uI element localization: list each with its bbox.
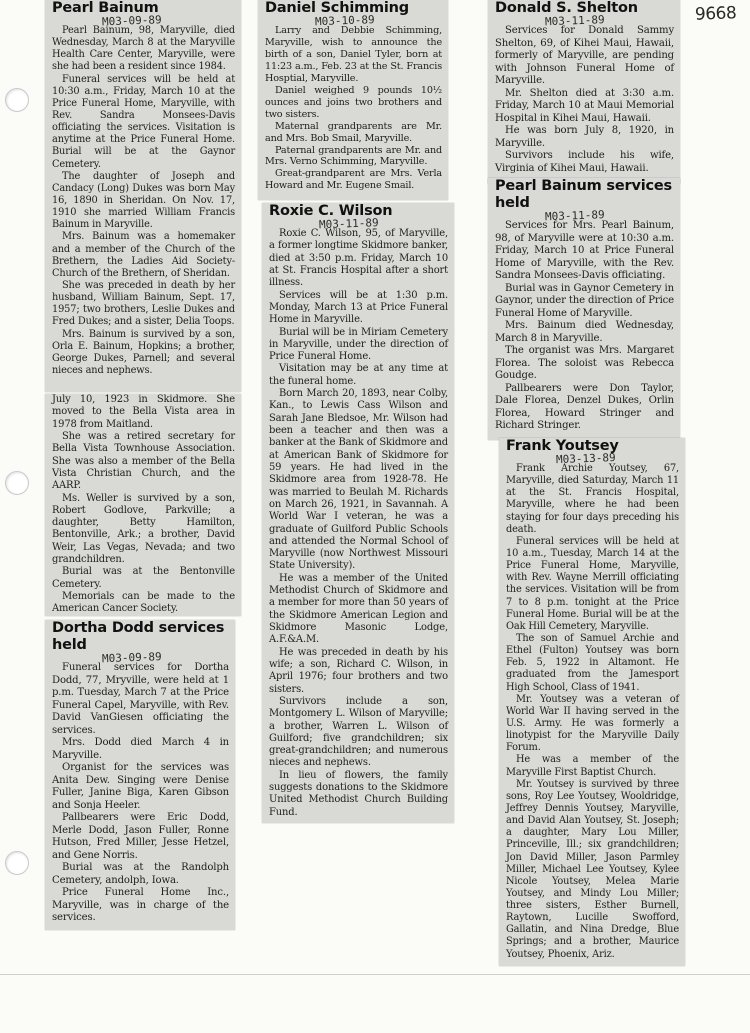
clipping-paragraph: Ms. Weller is survived by a son, Robert Godlove, Parkville; a daughter, Betty Hamilton, Bentonville, Ark.; a brother, David Weir, Las Vegas, Nevada; and two grandchildren. bbox=[52, 492, 235, 566]
clipping-paragraph: Mrs. Bainum is survived by a son, Orla E. Bainum, Hopkins; a brother, George Dukes, Parnell; and several nieces and nephews. bbox=[52, 328, 235, 376]
clipping-paragraph: He was a member of the United Methodist Church of Skidmore and a member for more than 50 years of the Skidmore American Legion and Skidmore Masonic Lodge, A.F.&A.M. bbox=[269, 572, 448, 646]
handwritten-date: M03-10-89 bbox=[314, 13, 375, 29]
clipping-paragraph: Mrs. Bainum was a homemaker and a member of the Church of the Brethern, the Ladies Aid Society-Church of the Brethern, of Sheridan. bbox=[52, 231, 235, 279]
clipping-donald-shelton bbox=[488, 0, 680, 184]
clipping-paragraph: Memorials can be made to the American Cancer Society. bbox=[52, 591, 235, 615]
clipping-paragraph: Mrs. Bainum died Wednesday, March 8 in Maryville. bbox=[495, 320, 674, 344]
clipping-paragraph: Larry and Debbie Schimming, Maryville, wish to announce the birth of a son, Daniel Tyler, born at 11:23 a.m., Feb. 23 at the St. Francis Hosptial, Maryville. bbox=[265, 25, 442, 84]
clipping-body bbox=[269, 228, 448, 819]
clipping-paragraph: Mrs. Dodd died March 4 in Maryville. bbox=[52, 737, 229, 761]
clipping-body bbox=[495, 25, 674, 175]
clipping-paragraph: Survivors include a son, Montgomery L. Wilson of Maryville; a brother, Warren L. Wilson of Guilford; five grandchildren; six great-grandchildren; and numerous nieces and nephews. bbox=[269, 695, 448, 769]
clipping-paragraph: Price Funeral Home Inc., Maryville, was in charge of the services. bbox=[52, 887, 229, 923]
clipping-paragraph: Services for Mrs. Pearl Bainum, 98, of Maryville were at 10:30 a.m. Friday, March 10 at Price Funeral Home of Maryville, with the Rev. Sandra Monsees-Davis officiating. bbox=[495, 220, 674, 281]
binder-hole-top bbox=[5, 88, 29, 112]
clipping-paragraph: Maternal grandparents are Mr. and Mrs. Bob Smail, Maryville. bbox=[265, 120, 442, 144]
clipping-paragraph: Paternal grandparents are Mr. and Mrs. Verno Schimming, Maryville. bbox=[265, 144, 442, 168]
clipping-paragraph: Funeral services will be held at 10 a.m., Tuesday, March 14 at the Price Funeral Home, Maryville, with Rev. Wayne Merrill officiating the services. Visitation will be from 7 to 8 p.m. tonight at the Price Funeral Home. Burial will be at the Oak Hill Cemetery, Maryville. bbox=[506, 535, 679, 632]
clipping-headline: Donald S. Shelton bbox=[495, 0, 638, 16]
clipping-paragraph: Burial was at the Randolph Cemetery, andolph, Iowa. bbox=[52, 862, 229, 886]
clipping-paragraph: He was born July 8, 1920, in Maryville. bbox=[495, 125, 674, 149]
clipping-headline: Pearl Bainum services held bbox=[495, 178, 672, 211]
clipping-paragraph: Burial was in Gaynor Cemetery in Gaynor, under the direction of Price Funeral Home of Maryville. bbox=[495, 282, 675, 319]
clipping-paragraph: In lieu of flowers, the family suggests donations to the Skidmore United Methodist Church Building Fund. bbox=[269, 769, 448, 818]
clipping-frank-youtsey bbox=[499, 438, 685, 966]
binder-hole-bottom bbox=[5, 851, 29, 875]
clipping-headline: Pearl Bainum bbox=[52, 0, 159, 16]
clipping-paragraph: Burial will be in Miriam Cemetery in Maryville, under the direction of Price Funeral Home. bbox=[269, 326, 448, 363]
clipping-body bbox=[52, 25, 235, 377]
clipping-paragraph: Great-grandparent are Mrs. Verla Howard and Mr. Eugene Smail. bbox=[265, 168, 442, 192]
clipping-pearl-bainum bbox=[45, 0, 241, 392]
clipping-body bbox=[506, 463, 679, 961]
page-bottom-rule bbox=[0, 974, 750, 975]
handwritten-date: M03-11-89 bbox=[544, 208, 605, 224]
clipping-paragraph: Born March 20, 1893, near Colby, Kan., to Lewis Cass Wilson and Sarah Jane Bledsoe, Mr. Wilson had been a teacher and then was a banker at the Bank of Skidmore and at American Bank of Skidmore for 59 years. He had lived in the Skidmore area from 1928-78. He was married to Beulah M. Richards on March 26, 1921, in Savannah. A World War I veteran, he was a graduate of Guilford Public Schools and attended the Normal School of Maryville (now Northwest Missouri State University). bbox=[269, 388, 448, 572]
clipping-headline: Frank Youtsey bbox=[506, 438, 619, 454]
handwritten-date: M03-09-89 bbox=[101, 650, 162, 666]
clipping-paragraph: The organist was Mrs. Margaret Florea. The soloist was Rebecca Goudge. bbox=[495, 345, 674, 381]
clipping-body bbox=[52, 662, 229, 925]
handwritten-date: M03-11-89 bbox=[318, 216, 379, 232]
clipping-headline: Dortha Dodd services held bbox=[52, 620, 225, 653]
clipping-body bbox=[495, 220, 674, 433]
clipping-roxie-wilson bbox=[262, 203, 454, 823]
clipping-paragraph: Pallbearers were Don Taylor, Dale Florea, Denzel Dukes, Orlin Florea, Howard Stringer and Richard Stringer. bbox=[495, 382, 674, 431]
clipping-headline: Roxie C. Wilson bbox=[269, 203, 393, 219]
clipping-paragraph: The son of Samuel Archie and Ethel (Fulton) Youtsey was born Feb. 5, 1922 in Altamont. He graduated from the Jamesport High School, Class of 1941. bbox=[506, 632, 679, 693]
clipping-weller-continued bbox=[45, 394, 241, 616]
handwritten-date: M03-11-89 bbox=[544, 13, 605, 29]
clipping-paragraph: Organist for the services was Anita Dew. Singing were Denise Fuller, Janine Biga, Karen Gibson and Sonja Heeler. bbox=[52, 762, 229, 811]
clipping-paragraph: Roxie C. Wilson, 95, of Maryville, a former longtime Skidmore banker, died at 3:50 p.m. Friday, March 10 at St. Francis Hospital after a short illness. bbox=[269, 228, 448, 289]
clipping-daniel-schimming bbox=[258, 0, 448, 200]
clipping-paragraph: July 10, 1923 in Skidmore. She moved to the Bella Vista area in 1978 from Maitland. bbox=[52, 394, 235, 430]
clipping-paragraph: She was a retired secretary for Bella Vista Townhouse Association. She was also a member of the Bella Vista Christian Church, and the AARP. bbox=[52, 430, 235, 492]
clipping-headline: Daniel Schimming bbox=[265, 0, 409, 16]
clipping-dortha-dodd bbox=[45, 620, 235, 930]
clipping-paragraph: Frank Archie Youtsey, 67, Maryville, died Saturday, March 11 at the St. Francis Hospital, Maryville, where he had been staying for four days preceding his death. bbox=[506, 463, 679, 535]
clipping-paragraph: Survivors include his wife, Virginia of Kihei Maui, Hawaii. bbox=[495, 150, 674, 174]
clipping-paragraph: Visitation may be at any time at the funeral home. bbox=[269, 363, 448, 387]
clipping-paragraph: Mr. Youtsey was a veteran of World War II having served in the U.S. Army. He was formerly a linotypist for the Maryville Daily Forum. bbox=[506, 693, 679, 754]
sheet-number: 9668 bbox=[694, 3, 737, 25]
clipping-paragraph: Services for Donald Sammy Shelton, 69, of Kihei Maui, Hawaii, formerly of Maryville, are pending with Johnson Funeral Home of Maryville. bbox=[495, 25, 674, 86]
handwritten-date: M03-09-89 bbox=[101, 13, 162, 29]
clipping-paragraph: Pearl Bainum, 98, Maryville, died Wednesday, March 8 at the Maryville Health Care Center, Maryville, were she had been a resident since 1984. bbox=[52, 25, 235, 73]
clipping-pearl-bainum-services bbox=[488, 178, 680, 440]
clipping-paragraph: He was preceded in death by his wife; a son, Richard C. Wilson, in April 1976; four brothers and two sisters. bbox=[269, 646, 448, 695]
clipping-paragraph: Funeral services for Dortha Dodd, 77, Mryville, were held at 1 p.m. Tuesday, March 7 at the Price Funeral Capel, Maryville, with Rev. David VanGiesen officiating the services. bbox=[52, 662, 229, 736]
clipping-body bbox=[265, 25, 442, 192]
clipping-paragraph: The daughter of Joseph and Candacy (Long) Dukes was born May 16, 1890 in Sheridan. On Nov. 17, 1910 she married William Francis Bainum in Maryville. bbox=[52, 170, 235, 231]
clipping-paragraph: Mr. Youtsey is survived by three sons, Roy Lee Youtsey, Wooldridge, Jeffrey Dennis Youtsey, Maryville, and David Alan Youtsey, St. Joseph; a daughter, Mary Lou Miller, Princeville, Ill.; six grandchildren; Jon David Miller, Jason Parmley Miller, Michael Lee Youtsey, Kylee Nicole Youtsey, Melea Marie Youtsey, and Mindy Lou Miller; three sisters, Esther Burnell, Raytown, Lucille Swofford, Gallatin, and Nina Dredge, Blue Springs; and a brother, Maurice Youtsey, Phoenix, Ariz. bbox=[506, 778, 679, 960]
binder-hole-middle bbox=[5, 471, 29, 495]
clipping-body bbox=[52, 394, 235, 616]
clipping-paragraph: Funeral services will be held at 10:30 a.m., Friday, March 10 at the Price Funeral Home, Maryville, with Rev. Sandra Monsees-Davis officiating the services. Visitation is anytime at the Price Funeral Home. Burial will be at the Gaynor Cemetery. bbox=[52, 73, 235, 170]
clipping-paragraph: He was a member of the Maryville First Baptist Church. bbox=[506, 754, 679, 778]
clipping-paragraph: Burial was at the Bentonville Cemetery. bbox=[52, 566, 235, 590]
clipping-paragraph: Pallbearers were Eric Dodd, Merle Dodd, Jason Fuller, Ronne Hutson, Fred Miller, Jesse Hetzel, and Gene Norris. bbox=[52, 812, 229, 861]
clipping-paragraph: Mr. Shelton died at 3:30 a.m. Friday, March 10 at Maui Memorial Hospital in Kihei Maui, Hawaii. bbox=[495, 87, 674, 124]
clipping-paragraph: She was preceded in death by her husband, William Bainum, Sept. 17, 1957; two brothers, Leslie Dukes and Fred Dukes; and a sister, Delia Toops. bbox=[52, 279, 235, 328]
handwritten-date: M03-13-89 bbox=[555, 451, 616, 467]
clipping-paragraph: Daniel weighed 9 pounds 10½ ounces and joins two brothers and two sisters. bbox=[265, 84, 442, 120]
clipping-paragraph: Services will be at 1:30 p.m. Monday, March 13 at Price Funeral Home in Maryville. bbox=[269, 289, 448, 326]
